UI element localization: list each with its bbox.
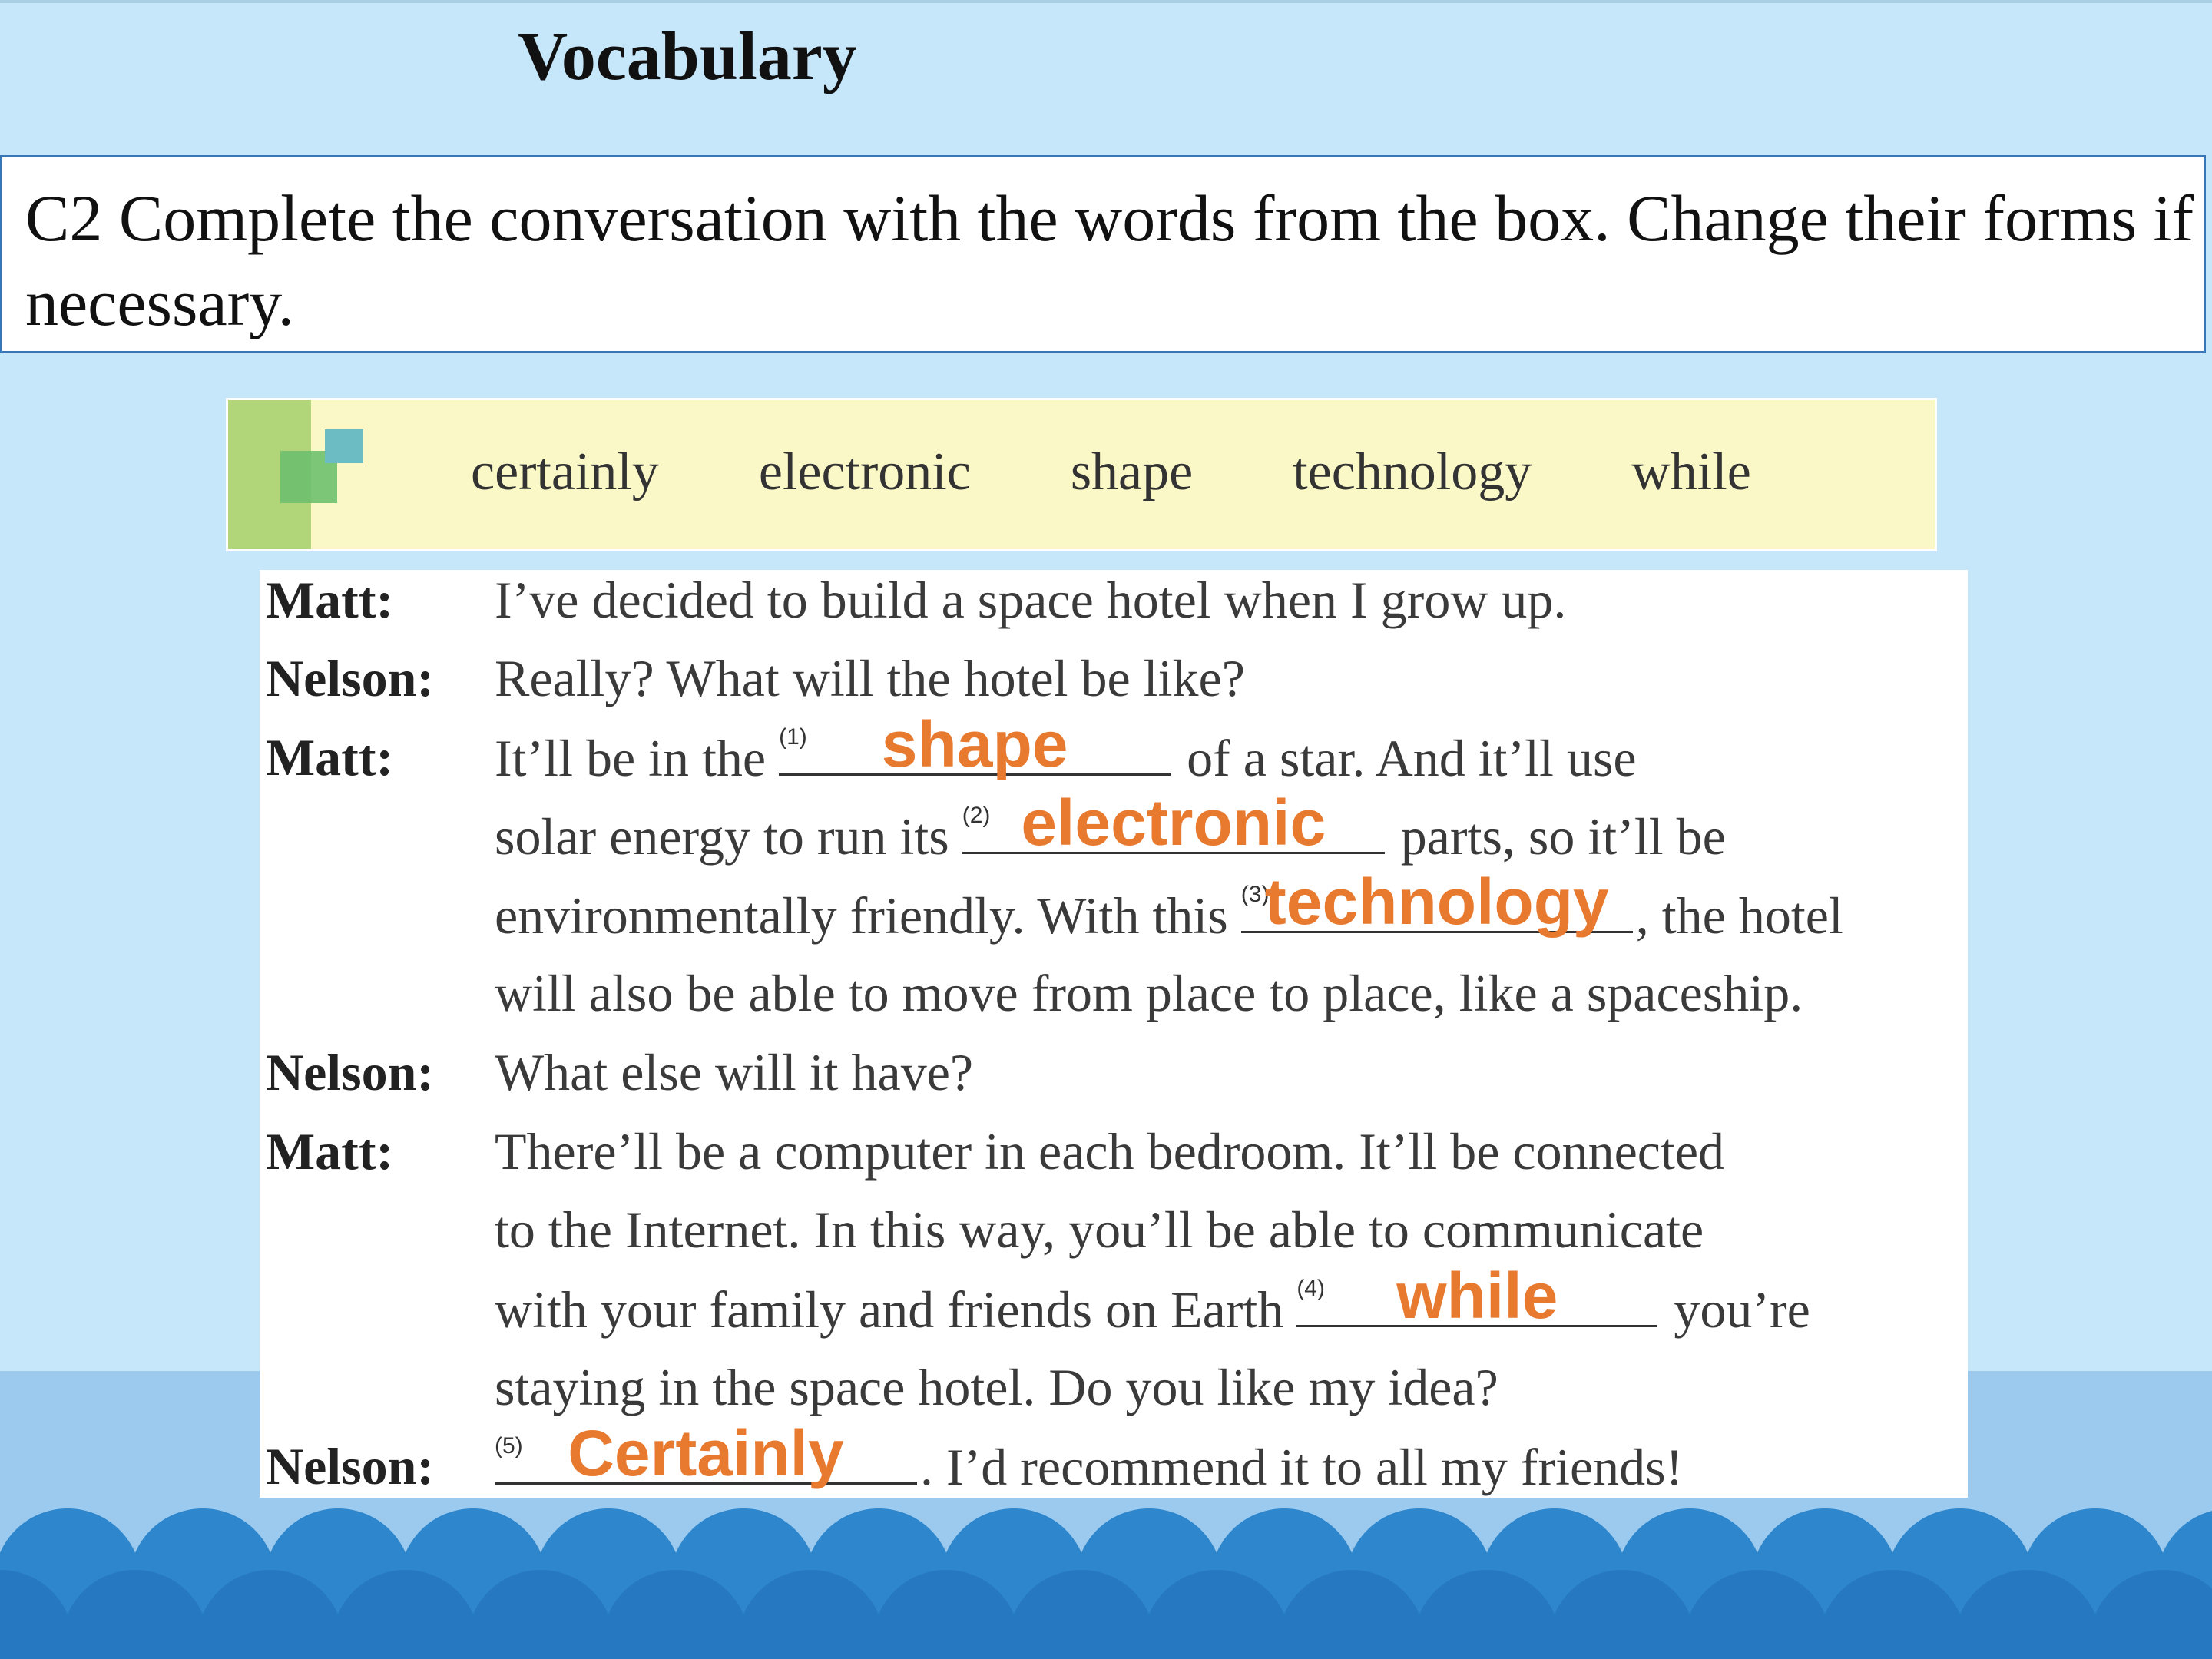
line-text-post: parts, so it’ll be xyxy=(1400,807,1726,866)
line-text-post: . I’d recommend it to all my friends! xyxy=(920,1438,1684,1496)
line-text: staying in the space hotel. Do you like my idea? xyxy=(495,1358,1498,1416)
word-list xyxy=(471,442,1751,503)
line-text: There’ll be a computer in each bedroom. It’ll be connected xyxy=(495,1122,1725,1181)
blank-number: (4) xyxy=(1296,1276,1325,1301)
blank-number: (5) xyxy=(495,1433,523,1459)
word-box xyxy=(226,398,1937,551)
answer-text: technology xyxy=(1264,866,1609,938)
speaker: Matt: xyxy=(266,1122,394,1181)
answer-blank[interactable] xyxy=(1296,1260,1657,1332)
dialog-line xyxy=(260,1042,1968,1119)
answer-blank[interactable] xyxy=(779,708,1171,780)
blank-number: (1) xyxy=(779,724,807,750)
word-shape: shape xyxy=(1070,442,1194,502)
answer-text: while xyxy=(1396,1260,1558,1332)
dialog-line xyxy=(260,1260,1968,1356)
answer-text: electronic xyxy=(1021,786,1326,859)
top-rule xyxy=(0,0,2212,3)
line-text-pre: It’ll be in the xyxy=(495,729,767,787)
dialog-line xyxy=(260,1121,1968,1198)
dialog-line xyxy=(260,1200,1968,1277)
speaker: Matt: xyxy=(266,728,394,786)
answer-text: shape xyxy=(881,708,1068,780)
word-electronic: electronic xyxy=(758,442,971,502)
answer-blank[interactable] xyxy=(1240,866,1633,938)
line-text: Really? What will the hotel be like? xyxy=(495,649,1245,707)
line-text xyxy=(495,1260,1810,1340)
line-text: What else will it have? xyxy=(495,1043,974,1101)
dialog-panel xyxy=(260,570,1968,1498)
blank-number: (3) xyxy=(1240,882,1270,907)
line-text xyxy=(495,866,1843,946)
answer-text: Certainly xyxy=(568,1417,844,1489)
dialog-line xyxy=(260,1417,1968,1513)
answer-blank[interactable] xyxy=(962,786,1385,859)
word-certainly: certainly xyxy=(471,442,659,502)
speaker: Nelson: xyxy=(266,1043,435,1101)
word-while: while xyxy=(1631,442,1751,502)
line-text xyxy=(495,1417,1684,1498)
instruction-box: C2 Complete the conversation with the words from the box. Change their forms if necessary. xyxy=(0,155,2206,353)
line-text-post: , the hotel xyxy=(1635,886,1843,945)
line-text: I’ve decided to build a space hotel when I grow up. xyxy=(495,571,1567,629)
dialog-line xyxy=(260,963,1968,1040)
line-text xyxy=(495,708,1637,789)
speaker: Nelson: xyxy=(266,649,435,707)
dialog-line xyxy=(260,786,1968,882)
decor-square-icon xyxy=(325,429,363,463)
speaker: Matt: xyxy=(266,571,394,629)
line-text-pre: environmentally friendly. With this xyxy=(495,886,1228,945)
line-text: will also be able to move from place to place, like a spaceship. xyxy=(495,964,1803,1022)
page-title: Vocabulary xyxy=(518,18,857,94)
line-text-pre: with your family and friends on Earth xyxy=(495,1280,1284,1339)
answer-blank[interactable] xyxy=(495,1417,917,1489)
word-technology: technology xyxy=(1293,442,1532,502)
dialog-line xyxy=(260,570,1968,647)
blank-number: (2) xyxy=(962,803,991,828)
line-text-post: you’re xyxy=(1674,1280,1810,1339)
line-text-post: of a star. And it’ll use xyxy=(1187,729,1637,787)
dialog-line xyxy=(260,866,1968,962)
wave-decoration xyxy=(0,1490,2212,1659)
line-text: to the Internet. In this way, you’ll be able to communicate xyxy=(495,1200,1704,1259)
line-text xyxy=(495,786,1726,867)
speaker: Nelson: xyxy=(266,1437,435,1495)
line-text-pre: solar energy to run its xyxy=(495,807,949,866)
